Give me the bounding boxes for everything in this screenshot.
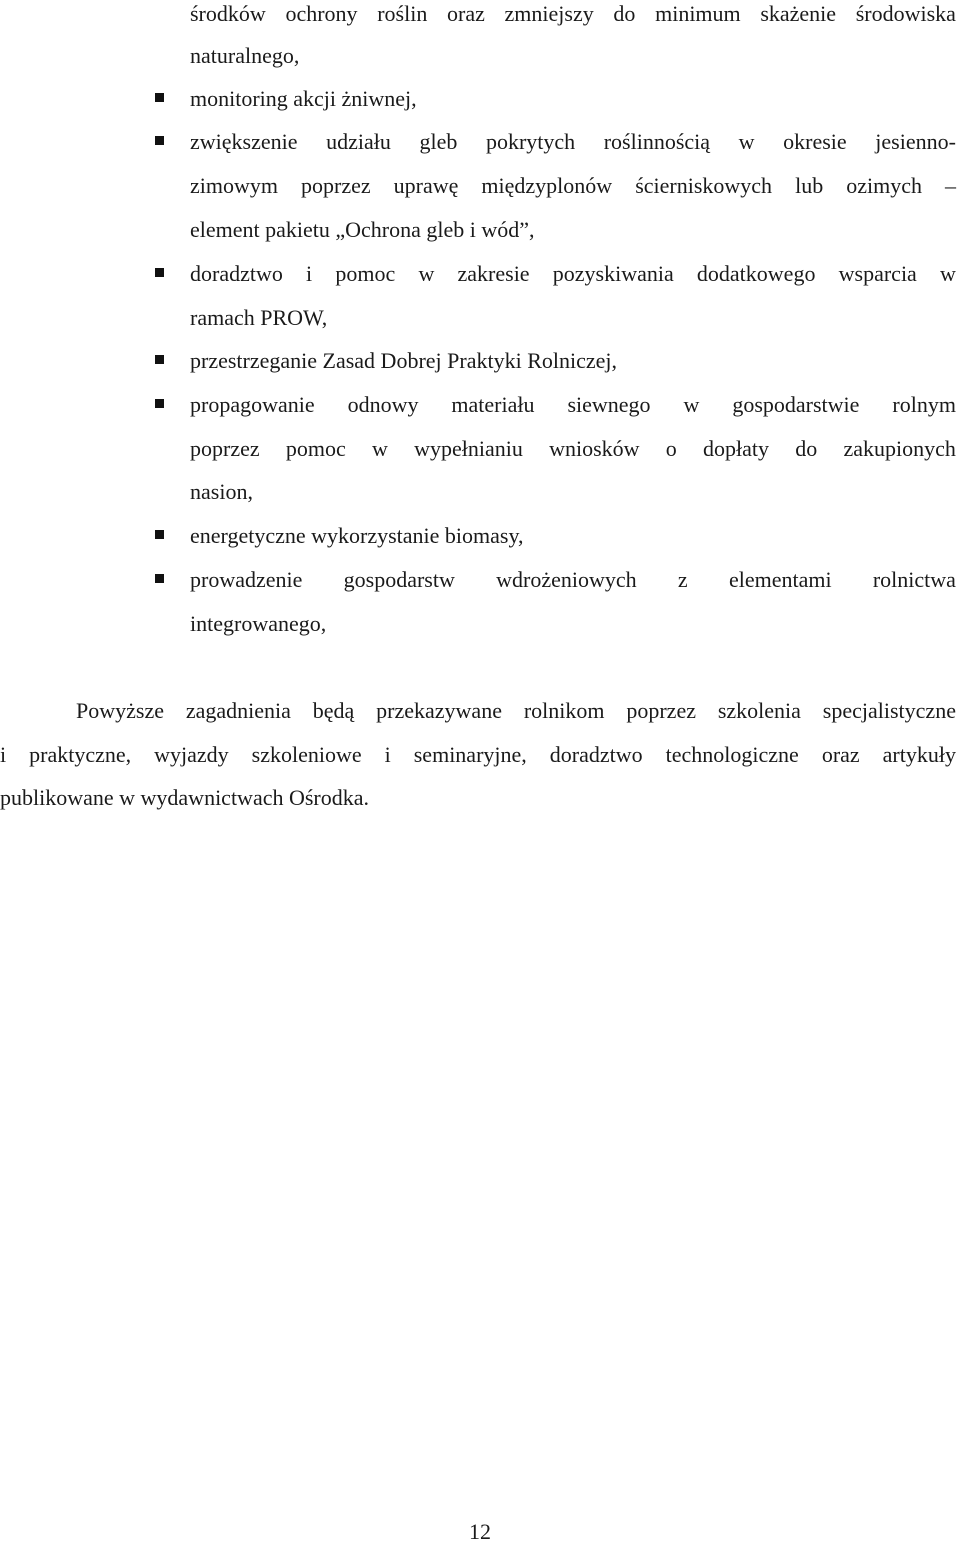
bullet-marker [155,93,164,102]
word: siewnego [567,392,651,417]
word: zmniejszy [504,1,594,26]
word: minimum [655,1,741,26]
word: wypełnianiu [414,436,523,461]
word: praktyczne, [29,742,132,767]
list-item-line [190,172,956,200]
word: udziału [326,129,391,154]
word: artykuły [882,742,956,767]
word: okresie [783,129,847,154]
word: gospodarstwie [732,392,860,417]
list-item-line [190,128,956,156]
word: rolnikom [523,698,605,723]
list-item-line: przestrzeganie Zasad Dobrej Praktyki Rolniczej, [190,348,618,373]
word: poprzez [626,698,696,723]
word: i [0,742,7,767]
bullet-marker [155,355,164,364]
word: oraz [821,742,860,767]
word: wsparcia [838,261,917,286]
word: ozimych [846,173,922,198]
word: poprzez [301,173,371,198]
word: doradztwo [190,261,283,286]
word: zimowym [190,173,278,198]
word: i [384,742,391,767]
word: Powyższe [76,698,164,723]
word: roślin [377,1,428,26]
bullet-marker [155,136,164,145]
word: dodatkowego [696,261,816,286]
word: międzyplonów [481,173,613,198]
word: ochrony [285,1,358,26]
bullet-marker [155,530,164,539]
bullet-marker [155,574,164,583]
word: w [371,436,388,461]
word: prowadzenie [190,567,303,592]
word: o [665,436,677,461]
word: elementami [728,567,832,592]
word: lub [795,173,824,198]
list-item-line: monitoring akcji żniwnej, [190,86,417,111]
list-item-line: integrowanego, [190,611,327,636]
word: – [945,173,956,198]
word: gospodarstw [343,567,455,592]
word: gleb [419,129,458,154]
word: rolnym [892,392,956,417]
list-continuation-line-2: naturalnego, [190,43,300,68]
word: doradztwo [549,742,643,767]
word: propagowanie [190,392,315,417]
word: zagadnienia [185,698,291,723]
word: uprawę [393,173,459,198]
word: pozyskiwania [552,261,674,286]
paragraph-line-3: publikowane w wydawnictwach Ośrodka. [0,785,370,810]
word: odnowy [347,392,419,417]
word: szkolenia [717,698,801,723]
list-item-line [190,391,956,419]
bullet-marker [155,399,164,408]
word: środków [190,1,266,26]
word: materiału [451,392,535,417]
word: w [738,129,755,154]
list-item-line: energetyczne wykorzystanie biomasy, [190,523,524,548]
list-item-line: element pakietu „Ochrona gleb i wód”, [190,217,535,242]
word: technologiczne [665,742,799,767]
word: szkoleniowe [251,742,362,767]
word: środowiska [855,1,956,26]
word: dopłaty [703,436,770,461]
word: zakupionych [843,436,956,461]
word: zwiększenie [190,129,298,154]
bullet-marker [155,268,164,277]
word: pomoc [335,261,396,286]
word: przekazywane [376,698,502,723]
word: z [677,567,688,592]
word: rolnictwa [872,567,956,592]
word: seminaryjne, [413,742,527,767]
word: i [306,261,313,286]
paragraph-line-1 [76,697,956,725]
word: ścierniskowych [635,173,773,198]
list-item-line [190,435,956,463]
word: oraz [447,1,485,26]
word: wyjazdy [154,742,229,767]
list-continuation-line-1 [190,0,956,28]
word: jesienno- [875,129,956,154]
page-number: 12 [469,1519,491,1544]
list-item-line: ramach PROW, [190,305,328,330]
word: skażenie [760,1,837,26]
word: do [795,436,818,461]
word: poprzez [190,436,260,461]
list-item-line [190,566,956,594]
word: specjalistyczne [822,698,956,723]
word: zakresie [457,261,530,286]
word: pokrytych [485,129,576,154]
word: do [613,1,636,26]
list-item-line: nasion, [190,479,253,504]
word: w [683,392,700,417]
word: roślinnością [603,129,711,154]
word: w [418,261,435,286]
paragraph-line-2 [0,741,956,769]
word: będą [312,698,355,723]
word: wdrożeniowych [496,567,637,592]
word: wniosków [549,436,640,461]
list-item-line [190,260,956,288]
word: pomoc [285,436,346,461]
word: w [940,261,956,286]
